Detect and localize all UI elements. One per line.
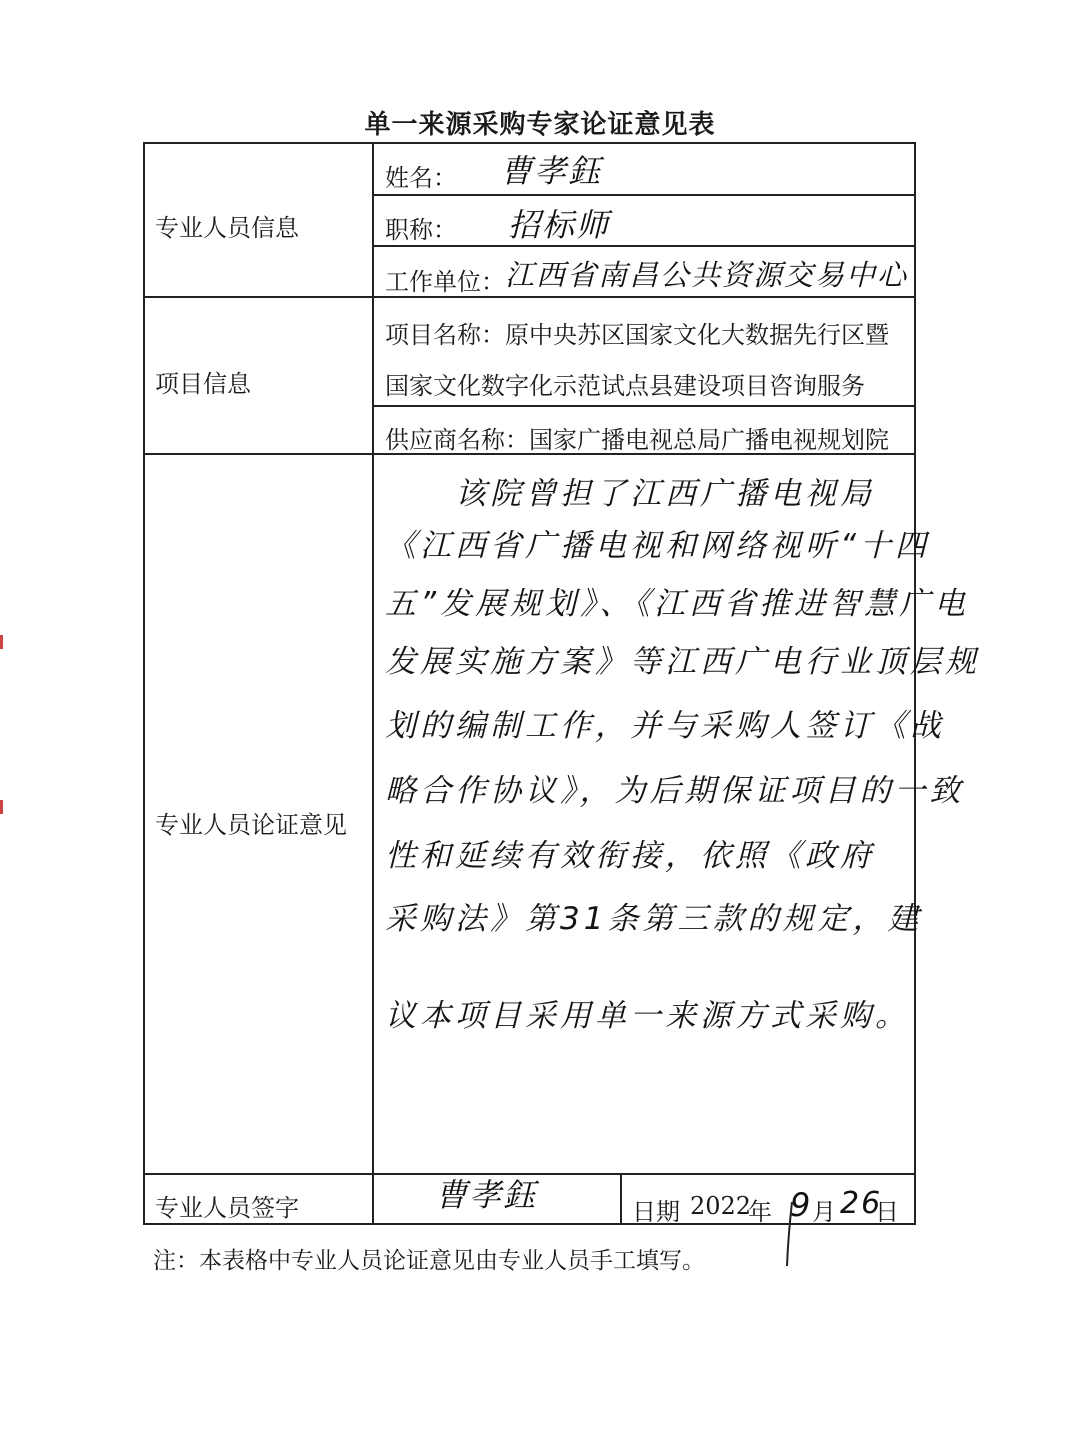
signature-label: 专业人员签字 [155, 1194, 299, 1222]
date-month-handwritten: 9 [790, 1186, 813, 1224]
opinion-line: 《江西省广播电视和网络视听“十四 [385, 528, 931, 564]
opinion-line: 略合作协议》，为后期保证项目的一致 [385, 773, 965, 809]
opinion-line: 五”发展规划》、《江西省推进智慧广电 [385, 586, 970, 622]
supplier-name: 供应商名称：国家广播电视总局广播电视规划院 [385, 426, 889, 454]
date-year-unit: 年 [748, 1198, 772, 1226]
title-handwritten: 招标师 [508, 206, 611, 244]
opinion-line: 议本项目采用单一来源方式采购。 [385, 998, 910, 1034]
project-name-line2: 国家文化数字化示范试点县建设项目咨询服务 [385, 372, 865, 400]
opinion-line: 发展实施方案》等江西广电行业顶层规 [385, 644, 980, 680]
row-divider-supplier [373, 405, 915, 407]
pen-stroke-mark [780, 1200, 800, 1270]
personal-info-label: 专业人员信息 [155, 214, 299, 242]
footnote: 注：本表格中专业人员论证意见由专业人员手工填写。 [153, 1248, 705, 1274]
date-year: 2022 [690, 1192, 752, 1220]
unit-label: 工作单位： [385, 268, 505, 296]
signature-handwritten: 曹孝鈺 [435, 1176, 538, 1214]
project-info-label: 项目信息 [155, 370, 251, 398]
name-label: 姓名： [385, 164, 457, 192]
date-day-unit: 日 [875, 1198, 899, 1226]
opinion-line: 该院曾担了江西广播电视局 [455, 476, 875, 512]
unit-handwritten: 江西省南昌公共资源交易中心 [505, 258, 909, 292]
row-divider-personal [143, 296, 916, 298]
scan-edge-mark [0, 800, 3, 814]
scan-edge-mark [0, 635, 3, 649]
title-label: 职称： [385, 216, 457, 244]
date-label: 日期 [632, 1198, 680, 1226]
opinion-line: 性和延续有效衔接，依照《政府 [385, 838, 875, 874]
date-month-unit: 月 [812, 1198, 836, 1226]
opinion-line: 采购法》第31条第三款的规定，建 [385, 901, 923, 937]
date-cell-divider [620, 1174, 622, 1224]
project-name-line1: 项目名称：原中央苏区国家文化大数据先行区暨 [385, 321, 889, 349]
row-divider-title [373, 245, 915, 247]
opinion-line: 划的编制工作，并与采购人签订《战 [385, 708, 945, 744]
date-day-handwritten: 26 [840, 1186, 883, 1221]
opinion-label: 专业人员论证意见 [155, 811, 347, 839]
page-title: 单一来源采购专家论证意见表 [364, 110, 716, 140]
name-handwritten: 曹孝鈺 [500, 152, 603, 190]
table-border-top [143, 142, 916, 144]
row-divider-name [373, 194, 915, 196]
table-border-right [914, 142, 916, 1225]
column-divider [372, 142, 374, 1225]
table-border-left [143, 142, 145, 1225]
